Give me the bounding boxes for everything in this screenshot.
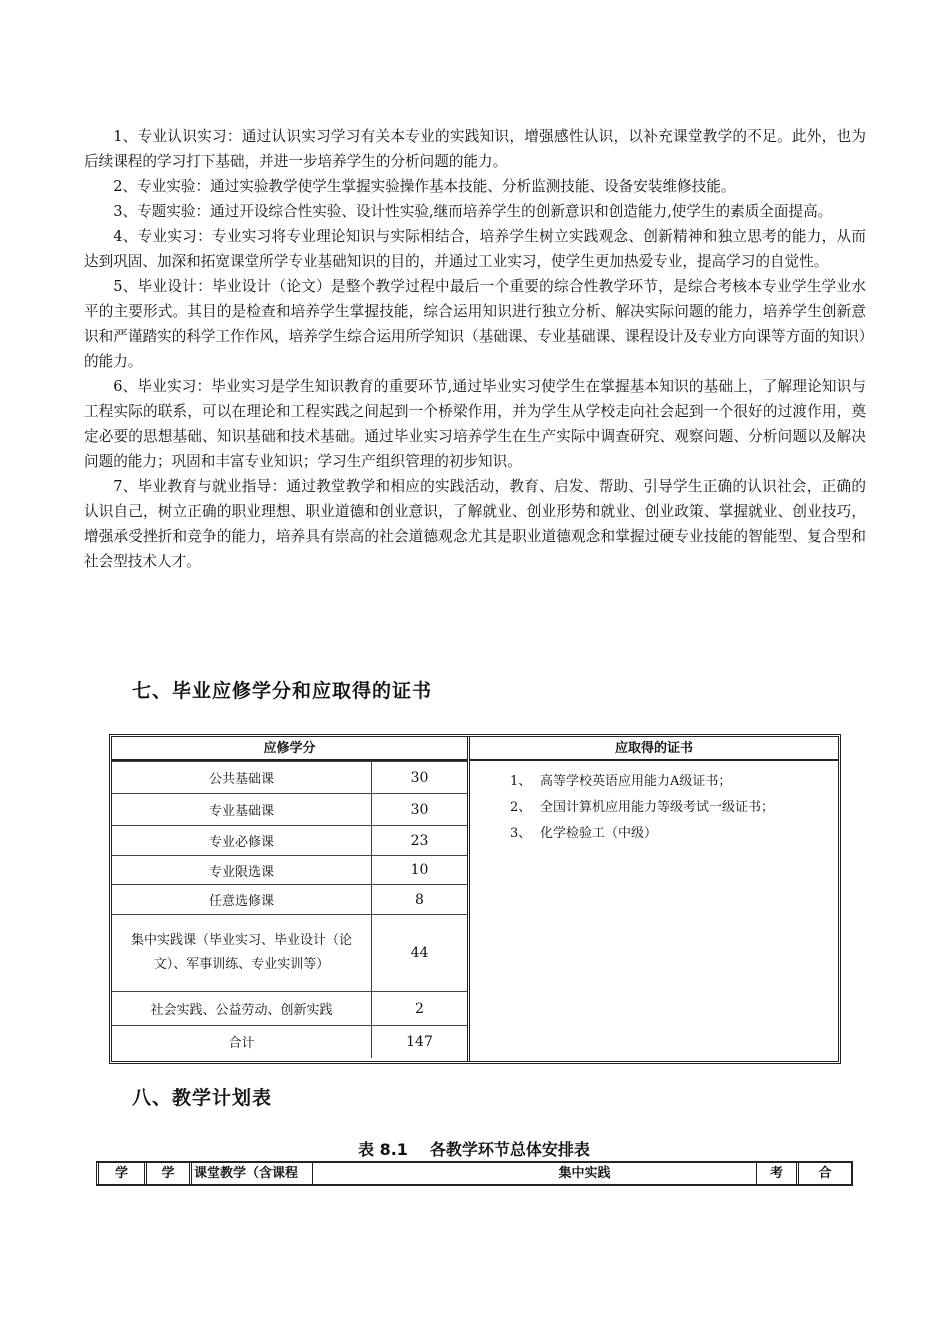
header-cell: 学	[96, 1163, 144, 1184]
credit-value: 147	[372, 1026, 468, 1058]
header-cell: 合	[796, 1163, 853, 1184]
table-row	[112, 1026, 467, 1058]
section-7-title: 七、毕业应修学分和应取得的证书	[132, 680, 433, 702]
credits-header: 应修学分	[112, 737, 467, 761]
certificates-list	[510, 769, 838, 847]
plan-table-header	[96, 1161, 853, 1186]
credit-value: 30	[372, 794, 468, 826]
paragraph-6: 6、毕业实习：毕业实习是学生知识教育的重要环节,通过毕业实习使学生在掌握基本知识的基础上，了解理论知识与工程实际的联系，可以在理论和工程实践之间起到一个桥梁作用，并为学生从学校走向社会起到一个很好的过渡作用，奠定必要的思想基础、知识基础和技术基础。通过毕业实习培养学生在生产实际中调查研究、观察问题、分析问题以及解决问题的能力；巩固和丰富专业知识；学习生产组织管理的初步知识。	[84, 378, 866, 470]
credit-value: 10	[372, 856, 468, 885]
credit-name: 合计	[112, 1026, 372, 1058]
certificate-text: 高等学校英语应用能力A级证书；	[540, 774, 732, 789]
header-cell: 集中实践	[312, 1163, 856, 1184]
paragraph-3: 3、专题实验：通过开设综合性实验、设计性实验,继而培养学生的创新意识和创造能力,使学生的素质全面提高。	[113, 203, 833, 220]
paragraph-7: 7、毕业教育与就业指导：通过教堂教学和相应的实践活动，教育、启发、帮助、引导学生正确的认识社会，正确的认识自己，树立正确的职业理想、职业道德和创业意识，了解就业、创业形势和就业、创业政策、掌握就业、创业技巧，增强承受挫折和竞争的能力，培养具有崇高的社会道德观念尤其是职业道德观念和掌握过硬专业技能的智能型、复合型和社会型技术人才。	[84, 478, 866, 570]
table-row	[112, 885, 467, 915]
header-cell: 学	[144, 1163, 189, 1184]
credit-value: 44	[372, 915, 468, 992]
certificates-header: 应取得的证书	[470, 737, 838, 761]
credit-value: 23	[372, 826, 468, 856]
credit-name: 社会实践、公益劳动、创新实践	[112, 992, 372, 1026]
body-text	[84, 124, 866, 574]
certificate-number: 1、	[510, 774, 532, 789]
list-item	[510, 821, 838, 847]
paragraph-5: 5、毕业设计：毕业设计（论文）是整个教学过程中最后一个重要的综合性教学环节，是综合考核本专业学生学业水平的主要形式。其目的是检查和培养学生掌握技能，综合运用知识进行独立分析、解决实际问题的能力，培养学生创新意识和严谨踏实的科学工作作风，培养学生综合运用所学知识（基础课、专业基础课、课程设计及专业方向课等方面的知识）的能力。	[84, 278, 866, 370]
credit-name: 任意选修课	[112, 885, 372, 915]
table-row	[112, 826, 467, 856]
table-row	[112, 992, 467, 1026]
paragraph-2: 2、专业实验：通过实验教学使学生掌握实验操作基本技能、分析监测技能、设备安装维修技能。	[113, 178, 736, 195]
credit-name: 公共基础课	[112, 762, 372, 794]
credit-name: 专业基础课	[112, 794, 372, 826]
credits-table	[109, 734, 841, 1064]
certificate-number: 3、	[510, 826, 532, 841]
certificate-number: 2、	[510, 800, 532, 815]
table-row	[112, 794, 467, 826]
credit-value: 8	[372, 885, 468, 915]
credit-value: 2	[372, 992, 468, 1026]
credit-name: 专业必修课	[112, 826, 372, 856]
table-row	[112, 856, 467, 885]
certificate-text: 全国计算机应用能力等级考试一级证书；	[540, 800, 775, 815]
paragraph-4: 4、专业实习：专业实习将专业理论知识与实际相结合，培养学生树立实践观念、创新精神和独立思考的能力，从而达到巩固、加深和拓宽课堂所学专业基础知识的目的，并通过工业实习，使学生更加热爱专业，提高学习的自觉性。	[84, 228, 866, 270]
header-cell: 考	[756, 1163, 796, 1184]
credit-value: 30	[372, 762, 468, 794]
credits-left-column	[112, 737, 470, 1061]
credit-name: 集中实践课（毕业实习、毕业设计（论文）、军事训练、专业实训等）	[112, 915, 372, 992]
table-row	[112, 915, 467, 992]
table-caption	[358, 1137, 590, 1160]
list-item	[510, 769, 838, 795]
certificate-text: 化学检验工（中级）	[540, 826, 658, 841]
certificates-column	[470, 737, 838, 1061]
section-8-title: 八、教学计划表	[132, 1087, 273, 1109]
table-row	[112, 762, 467, 794]
credit-name: 专业限选课	[112, 856, 372, 885]
table-caption-text: 各教学环节总体安排表	[429, 1140, 590, 1159]
credits-grid	[112, 761, 467, 1058]
table-caption-number: 表 8.1	[358, 1140, 408, 1159]
list-item	[510, 795, 838, 821]
header-cell: 课堂教学（含课程	[189, 1163, 312, 1184]
paragraph-1: 1、专业认识实习：通过认识实习学习有关本专业的实践知识，增强感性认识，以补充课堂教学的不足。此外，也为后续课程的学习打下基础，并进一步培养学生的分析问题的能力。	[84, 128, 866, 170]
